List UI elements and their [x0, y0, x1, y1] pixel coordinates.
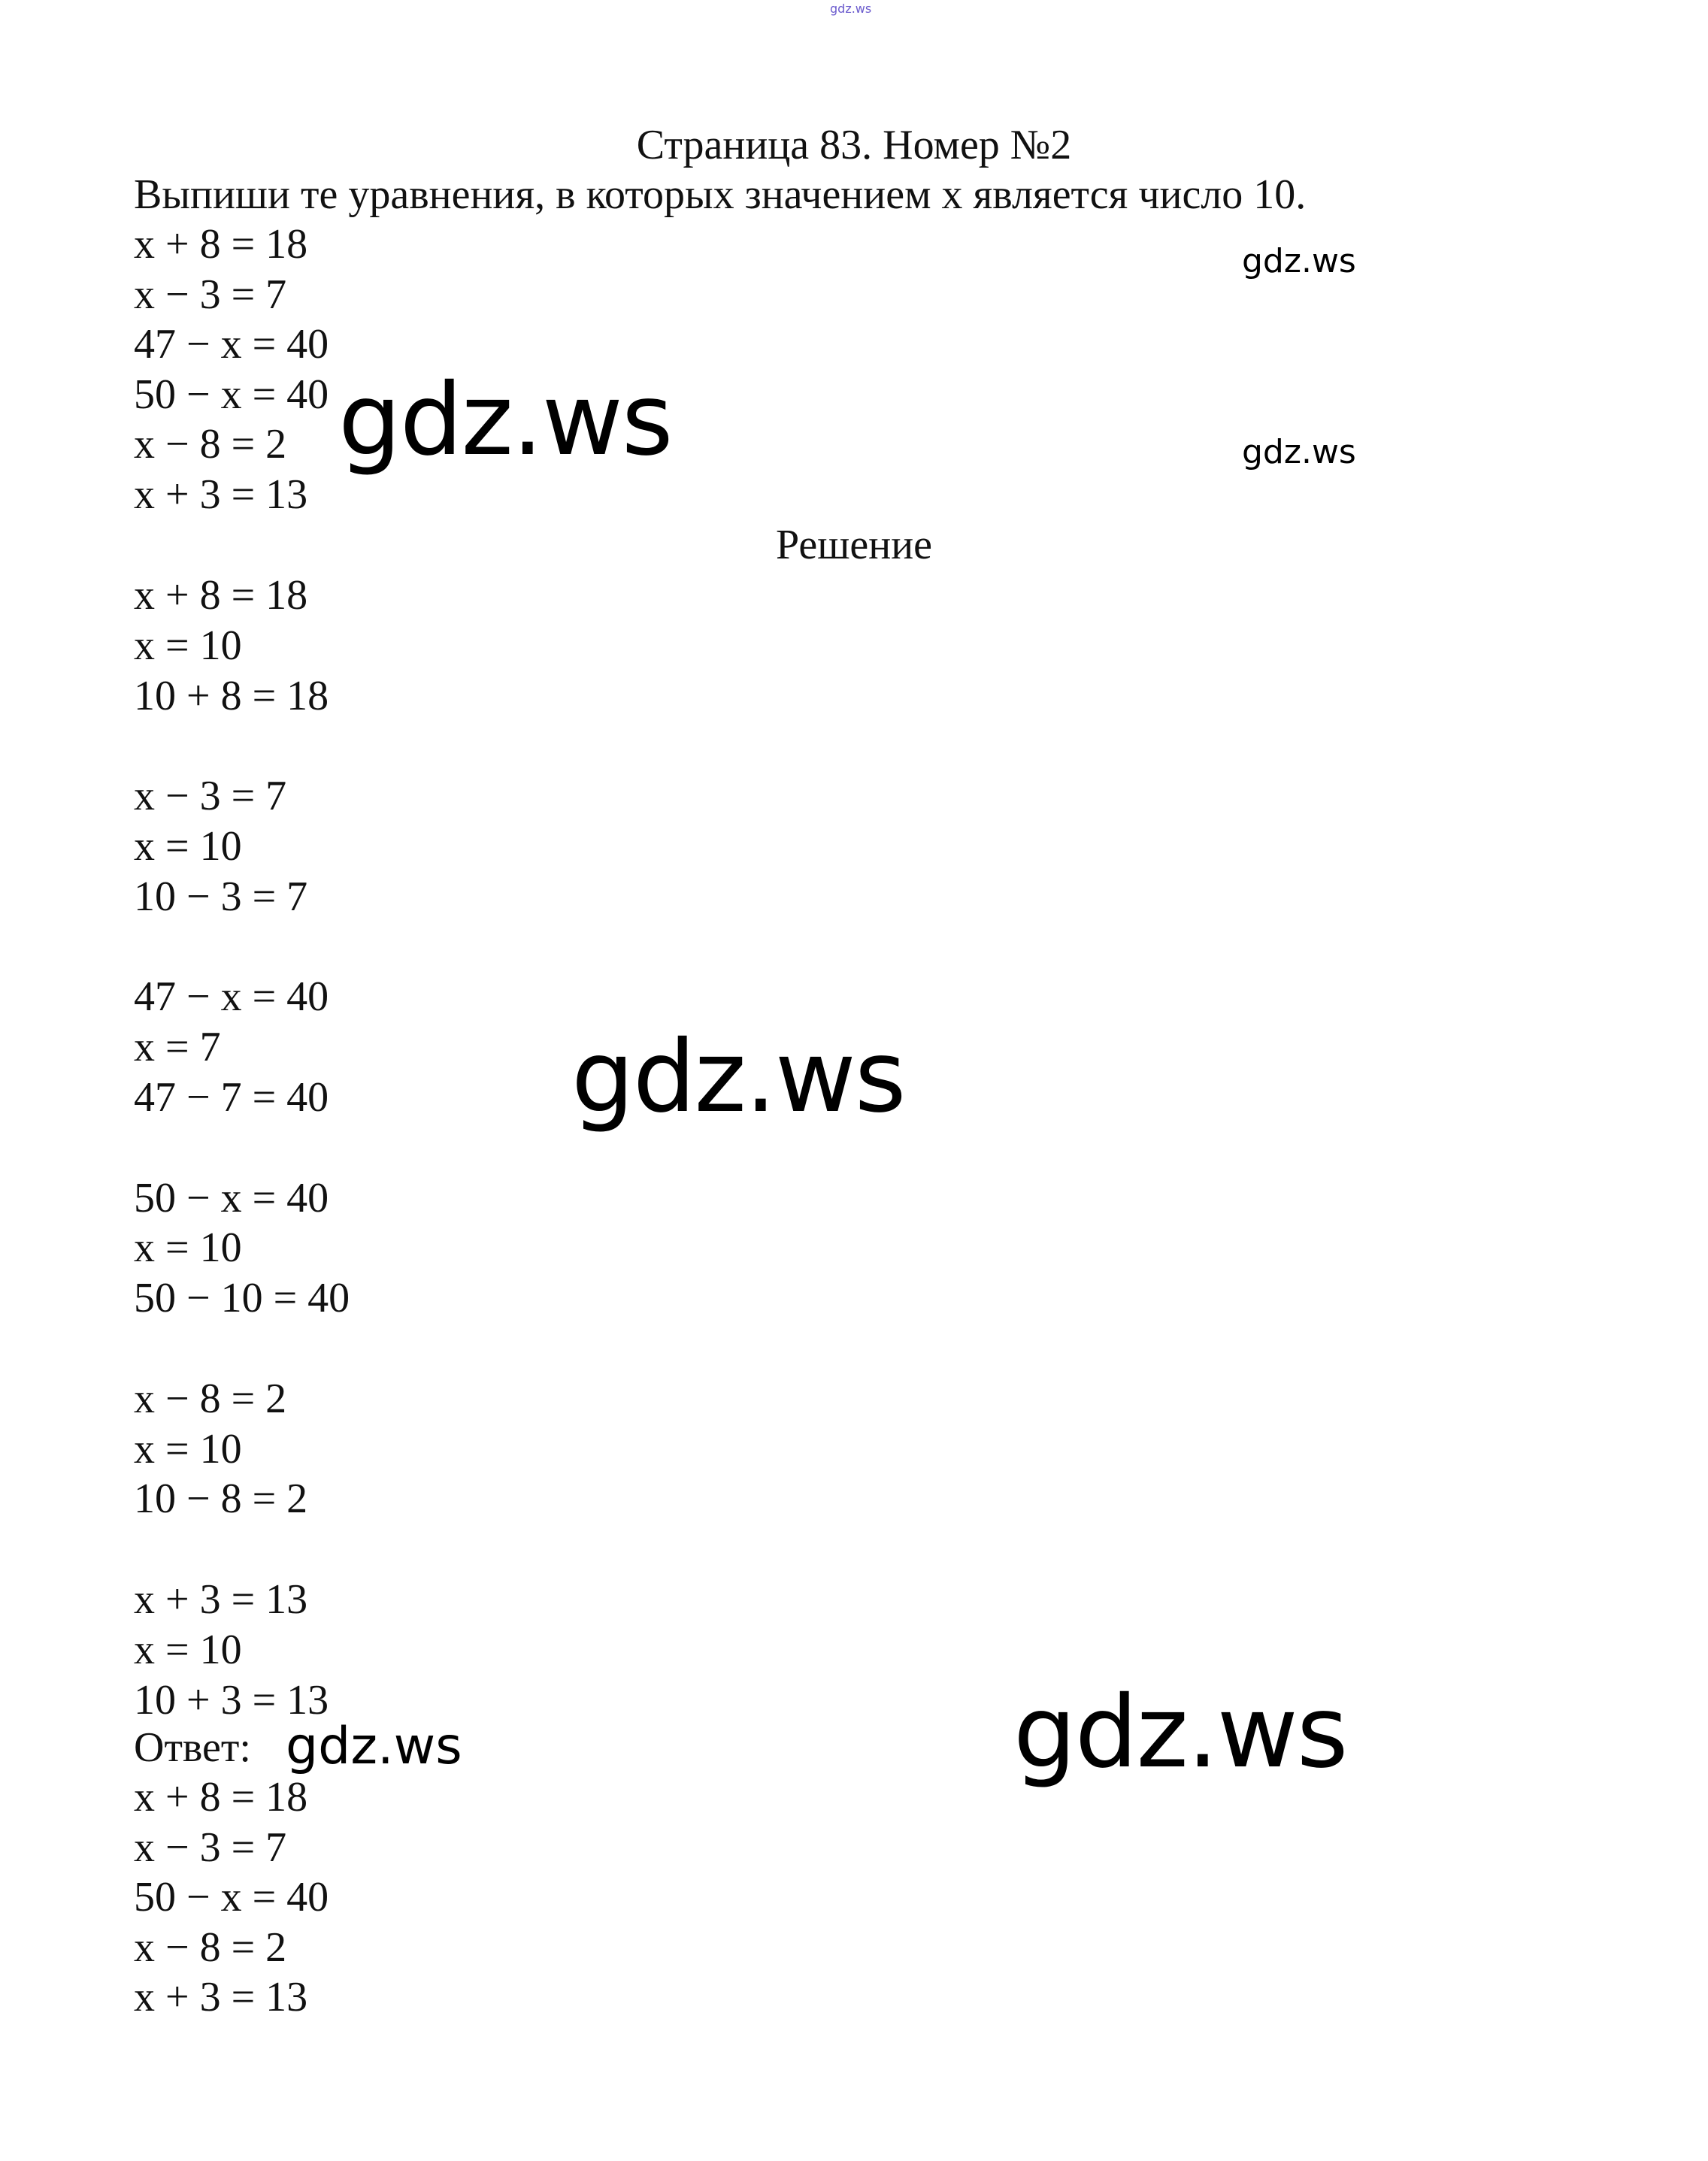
solution-list: [134, 571, 350, 1775]
solution-block: [134, 972, 350, 1122]
solution-block: [134, 1374, 350, 1524]
solution-line: 10 − 3 = 7: [134, 873, 308, 920]
watermark-large: gdz.ws: [338, 362, 672, 478]
equation-item: x − 8 = 2: [134, 421, 287, 468]
solution-heading: Решение: [775, 522, 933, 568]
watermark-small: gdz.ws: [1242, 433, 1356, 471]
solution-line: x = 10: [134, 622, 242, 669]
solution-line: 50 − x = 40: [134, 1174, 329, 1221]
solution-line: x − 8 = 2: [134, 1375, 287, 1422]
solution-line: 50 − 10 = 40: [134, 1275, 350, 1322]
solution-line: x = 10: [134, 1626, 242, 1673]
equation-item: x + 8 = 18: [134, 221, 308, 268]
solution-block: [134, 771, 350, 922]
solution-line: x = 10: [134, 1425, 242, 1472]
solution-block: [134, 571, 350, 721]
solution-line: x = 10: [134, 1224, 242, 1272]
answer-item: x + 8 = 18: [134, 1774, 308, 1821]
equation-item: 50 − x = 40: [134, 371, 329, 418]
equation-list: [134, 219, 329, 520]
solution-line: x − 3 = 7: [134, 773, 287, 820]
equation-item: 47 − x = 40: [134, 321, 329, 368]
solution-line: x = 10: [134, 822, 242, 870]
solution-line: 10 + 3 = 13: [134, 1676, 329, 1724]
page-title: Страница 83. Номер №2: [636, 122, 1072, 168]
equation-item: x − 3 = 7: [134, 271, 287, 318]
watermark-small: gdz.ws: [1242, 242, 1356, 280]
solution-block: [134, 1173, 350, 1324]
answer-item: x − 8 = 2: [134, 1923, 287, 1971]
equation-item: x + 3 = 13: [134, 471, 308, 518]
task-text: Выпиши те уравнения, в которых значением x является число 10.: [134, 171, 1307, 218]
solution-line: 47 − x = 40: [134, 973, 329, 1021]
solution-line: x + 8 = 18: [134, 572, 308, 619]
solution-line: 10 − 8 = 2: [134, 1475, 308, 1523]
answer-label: Ответ:: [134, 1724, 251, 1771]
answer-item: x + 3 = 13: [134, 1974, 308, 2021]
solution-line: 47 − 7 = 40: [134, 1073, 329, 1121]
solution-line: x + 3 = 13: [134, 1575, 308, 1623]
answer-item: x − 3 = 7: [134, 1824, 287, 1871]
answer-item: 50 − x = 40: [134, 1874, 329, 1921]
top-watermark: gdz.ws: [830, 2, 872, 16]
solution-line: x = 7: [134, 1024, 221, 1071]
watermark-medium: gdz.ws: [286, 1717, 462, 1776]
answer-list: [134, 1772, 329, 2023]
watermark-large: gdz.ws: [1013, 1675, 1347, 1790]
watermark-large: gdz.ws: [571, 1019, 905, 1135]
solution-line: 10 + 8 = 18: [134, 672, 329, 719]
solution-block: [134, 1575, 350, 1725]
